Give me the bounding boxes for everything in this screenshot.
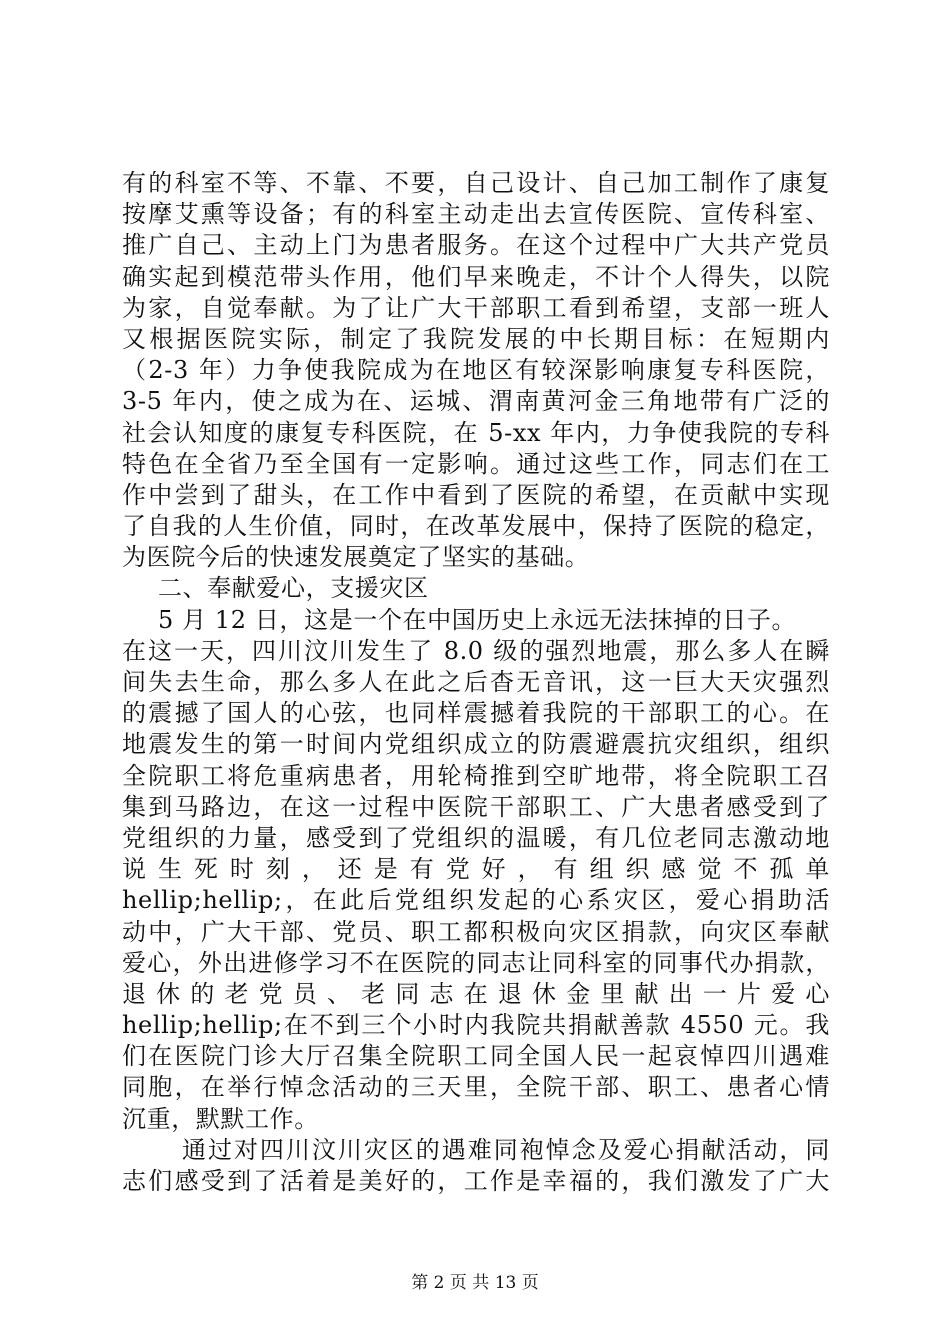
text-line: 间失去生命，那么多人在此之后杳无音讯，这一巨大天灾强烈 <box>122 668 830 696</box>
text-line: 通过对四川汶川灾区的遇难同袍悼念及爱心捐献活动，同 <box>182 1135 830 1164</box>
text-line: hellip;hellip;在不到三个小时内我院共捐献善款 4550 元。我 <box>122 1011 830 1040</box>
document-body <box>122 168 830 1197</box>
page-number-footer: 第 2 页 共 13 页 <box>411 1273 539 1293</box>
text-line: 的震撼了国人的心弦，也同样震撼着我院的干部职工的心。在 <box>122 699 830 728</box>
text-line: 为家，自觉奉献。为了让广大干部职工看到希望，支部一班人 <box>122 293 830 322</box>
text-line: 集到马路边，在这一过程中医院干部职工、广大患者感受到了 <box>122 792 830 821</box>
text-line: 说 生 死 时 刻 ， 还 是 有 党 好 ， 有 组 织 感 觉 不 孤 单 <box>122 855 830 884</box>
text-line: 社会认知度的康复专科医院，在 5-xx 年内，力争使我院的专科 <box>122 418 830 447</box>
text-line: 全院职工将危重病患者，用轮椅推到空旷地带，将全院职工召 <box>122 761 830 790</box>
text-line: 了自我的人生价值，同时，在改革发展中，保持了医院的稳定， <box>122 512 830 541</box>
text-line: 为医院今后的快速发展奠定了坚实的基础。 <box>122 543 590 572</box>
text-line: 确实起到模范带头作用，他们早来晚走，不计个人得失，以院 <box>122 262 830 291</box>
text-line: hellip;hellip;，在此后党组织发起的心系灾区，爱心捐助活 <box>122 886 830 915</box>
text-line: 爱心，外出进修学习不在医院的同志让同科室的同事代办捐款， <box>122 948 830 977</box>
text-line: （2-3 年）力争使我院成为在地区有较深影响康复专科医院， <box>122 356 830 385</box>
text-line: 同胞，在举行悼念活动的三天里，全院干部、职工、患者心情 <box>122 1073 830 1102</box>
text-line: 3-5 年内，使之成为在、运城、渭南黄河金三角地带有广泛的 <box>122 387 830 416</box>
text-line: 5 月 12 日，这是一个在中国历史上永远无法抹掉的日子。 <box>158 605 797 634</box>
text-line: 作中尝到了甜头，在工作中看到了医院的希望，在贡献中实现 <box>122 480 830 509</box>
text-line: 退 休 的 老 党 员 、 老 同 志 在 退 休 金 里 献 出 一 片 爱 心 <box>122 979 830 1008</box>
text-line: 们在医院门诊大厅召集全院职工同全国人民一起哀悼四川遇难 <box>122 1042 830 1071</box>
text-line: 有的科室不等、不靠、不要，自己设计、自己加工制作了康复 <box>122 169 830 197</box>
text-line: 在这一天，四川汶川发生了 8.0 级的强烈地震，那么多人在瞬 <box>122 636 830 665</box>
text-line: 志们感受到了活着是美好的，工作是幸福的，我们激发了广大 <box>122 1167 830 1195</box>
section-heading: 二、奉献爱心，支援灾区 <box>158 574 429 603</box>
text-line: 党组织的力量，感受到了党组织的温暖，有几位老同志激动地 <box>122 823 830 852</box>
text-line: 地震发生的第一时间内党组织成立的防震避震抗灾组织，组织 <box>122 730 830 759</box>
text-line: 推广自己、主动上门为患者服务。在这个过程中广大共产党员 <box>122 231 830 260</box>
text-line: 动中，广大干部、党员、职工都积极向灾区捐款，向灾区奉献 <box>122 917 830 946</box>
text-line: 特色在全省乃至全国有一定影响。通过这些工作，同志们在工 <box>122 449 830 478</box>
text-line: 沉重，默默工作。 <box>122 1104 319 1133</box>
text-line: 又根据医院实际，制定了我院发展的中长期目标：在短期内 <box>122 324 830 353</box>
text-line: 按摩艾熏等设备；有的科室主动走出去宣传医院、宣传科室、 <box>122 200 830 229</box>
